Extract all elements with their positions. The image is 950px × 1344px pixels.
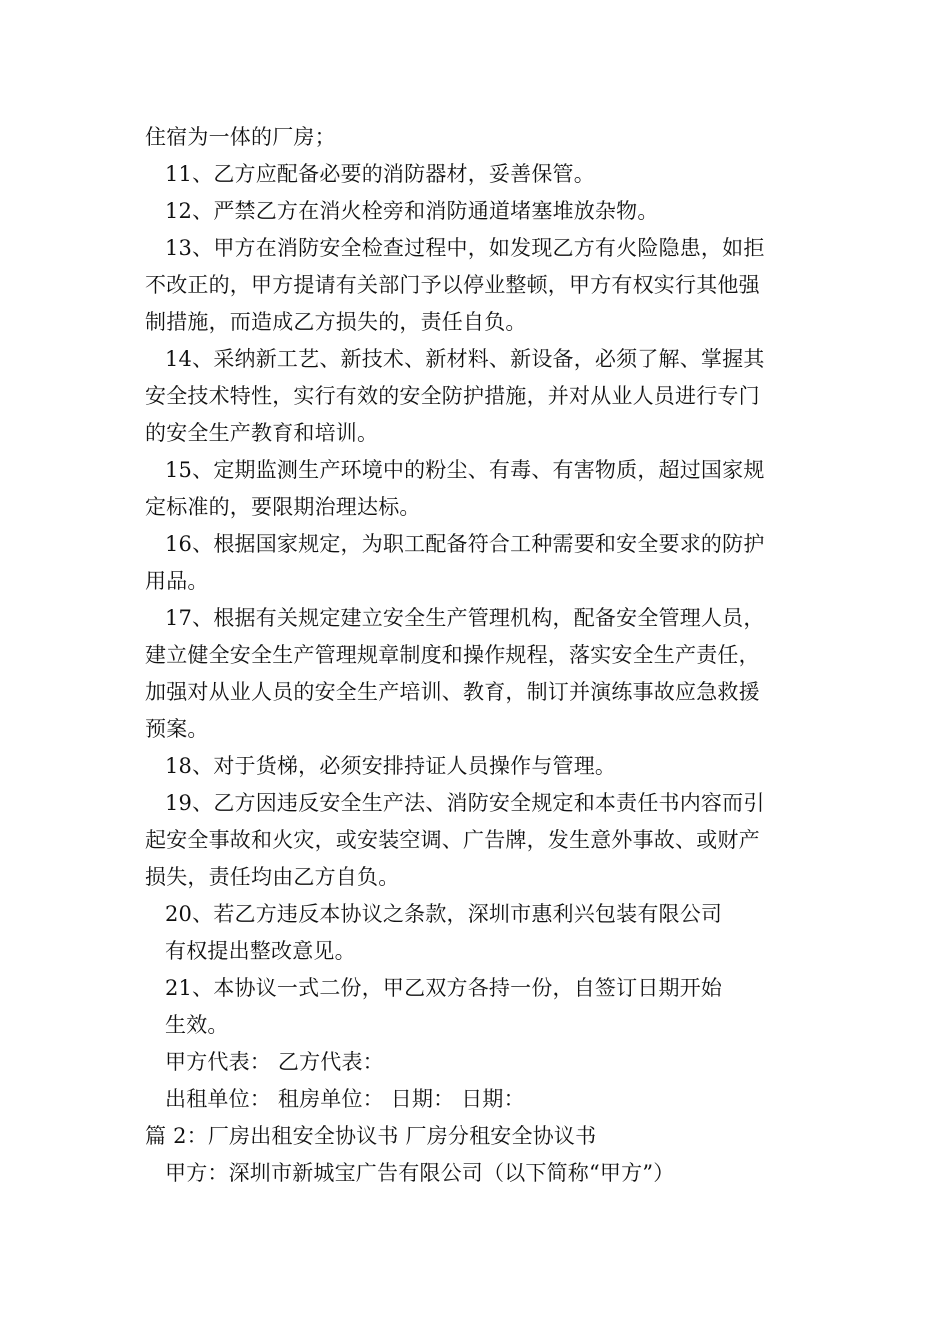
section-heading: 篇 2：厂房出租安全协议书 厂房分租安全协议书 bbox=[145, 1124, 597, 1148]
text-line: 不改正的，甲方提请有关部门予以停业整顿，甲方有权实行其他强 bbox=[145, 273, 760, 297]
clause-12: 12、严禁乙方在消火栓旁和消防通道堵塞堆放杂物。 bbox=[165, 199, 659, 223]
clause-19: 19、乙方因违反安全生产法、消防安全规定和本责任书内容而引 bbox=[165, 791, 765, 815]
text-line: 有权提出整改意见。 bbox=[165, 939, 356, 963]
text-line: 的安全生产教育和培训。 bbox=[145, 421, 379, 445]
clause-17: 17、根据有关规定建立安全生产管理机构，配备安全管理人员， bbox=[165, 606, 765, 630]
clause-15: 15、定期监测生产环境中的粉尘、有毒、有害物质，超过国家规 bbox=[165, 458, 765, 482]
text-line: 起安全事故和火灾，或安装空调、广告牌，发生意外事故、或财产 bbox=[145, 828, 760, 852]
text-line: 预案。 bbox=[145, 717, 209, 741]
text-line: 生效。 bbox=[165, 1013, 229, 1037]
party-a-line: 甲方：深圳市新城宝广告有限公司（以下简称“甲方”） bbox=[165, 1161, 675, 1185]
text-line: 住宿为一体的厂房； bbox=[145, 125, 336, 149]
clause-13: 13、甲方在消防安全检查过程中，如发现乙方有火险隐患，如拒 bbox=[165, 236, 765, 260]
signature-units-dates: 出租单位： 租房单位： 日期： 日期： bbox=[165, 1087, 525, 1111]
text-line: 建立健全安全生产管理规章制度和操作规程，落实安全生产责任， bbox=[145, 643, 760, 667]
text-line: 制措施，而造成乙方损失的，责任自负。 bbox=[145, 310, 527, 334]
text-line: 用品。 bbox=[145, 569, 209, 593]
clause-21: 21、本协议一式二份，甲乙双方各持一份，自签订日期开始 bbox=[165, 976, 723, 1000]
clause-11: 11、乙方应配备必要的消防器材，妥善保管。 bbox=[165, 162, 595, 186]
clause-18: 18、对于货梯，必须安排持证人员操作与管理。 bbox=[165, 754, 617, 778]
text-line: 定标准的，要限期治理达标。 bbox=[145, 495, 421, 519]
clause-20: 20、若乙方违反本协议之条款，深圳市惠利兴包装有限公司 bbox=[165, 902, 723, 926]
signature-representatives: 甲方代表： 乙方代表： bbox=[165, 1050, 384, 1074]
text-line: 损失，责任均由乙方自负。 bbox=[145, 865, 400, 889]
clause-16: 16、根据国家规定，为职工配备符合工种需要和安全要求的防护 bbox=[165, 532, 765, 556]
text-line: 加强对从业人员的安全生产培训、教育，制订并演练事故应急救援 bbox=[145, 680, 760, 704]
text-line: 安全技术特性，实行有效的安全防护措施，并对从业人员进行专门 bbox=[145, 384, 760, 408]
clause-14: 14、采纳新工艺、新技术、新材料、新设备，必须了解、掌握其 bbox=[165, 347, 765, 371]
